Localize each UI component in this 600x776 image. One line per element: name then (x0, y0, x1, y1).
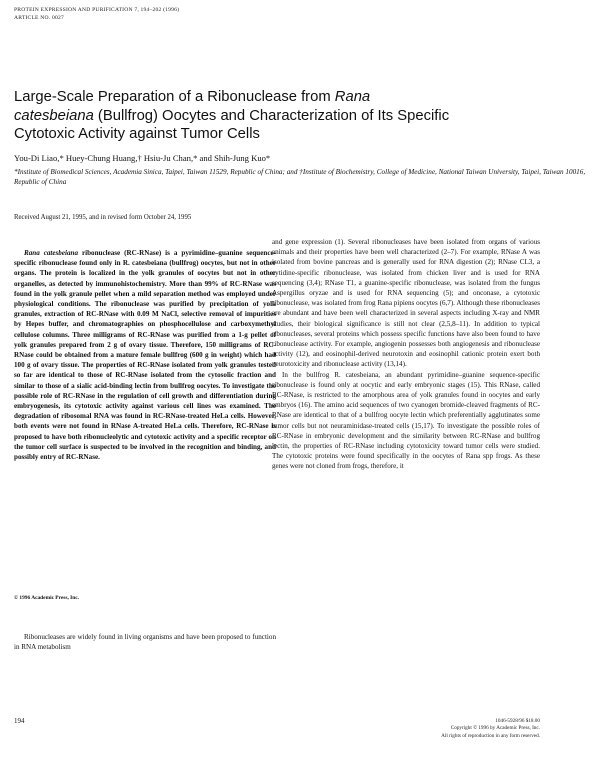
abstract (14, 248, 276, 462)
abstract-text: ribonuclease (RC-RNase) is a pyrimidine–guanine sequence-specific ribonuclease found only in R. catesbeiana (bullfrog) oocytes, but not in other organs. The protein is localized in the yolk granules of oocytes but not in other organelles, as detected by immunohistochemistry. More than 99% of RC-RNase was found in the yolk granule pellet when a mild separation method was employed under physiological conditions. The ribonuclease was purified by precipitation of yolk granules, extraction of RC-RNase with 0.09 M NaCl, selective removal of impurities by Hepes buffer, and chromatographies on phosphocellulose and carboxymethyl cellulose columns. Three milligrams of RC-RNase was purified from a 1-g pellet of yolk granules prepared from 2 g of ovary tissue. Therefore, 150 milligrams of RC-RNase could be obtained from a mature female bullfrog (600 g in weight) which had 100 g of ovary tissue. The properties of RC-RNase isolated from yolk granules tested so far are identical to those of RC-RNase isolated from the cytosolic fraction and similar to those of a sialic acid-binding lectin from bullfrog oocytes. To investigate the possible role of RC-RNase in the regulation of cell growth and differentiation during embryogenesis, its cytotoxic activity against various cell lines was examined. The degradation of ribosomal RNA was found in RC-RNase-treated HeLa cells. However, both events were not found in RNase A-treated HeLa cells. Therefore, RC-RNase is proposed to have both ribonucleolytic and cytotoxic activity and a specific receptor on the tumor cell surface is suspected to be involved in the recognition and binding, and possibly entry of RC-RNase. (14, 249, 276, 462)
received-date: Received August 21, 1995, and in revised form October 24, 1995 (14, 214, 192, 221)
running-header-journal: PROTEIN EXPRESSION AND PURIFICATION 7, 194–202 (1996) (14, 7, 180, 13)
copyright-line: © 1996 Academic Press, Inc. (14, 595, 80, 601)
running-header-article-no: ARTICLE NO. 0027 (14, 15, 64, 21)
title-part2: (Bullfrog) Oocytes and Characterization of Its Specific Cytotoxic Activity against Tumor Cells (14, 107, 450, 142)
page-number: 194 (14, 717, 25, 725)
title-italic: Rana catesbeiana (14, 89, 371, 124)
footer-rights: All rights of reproduction in any form reserved. (441, 732, 540, 739)
right-column (272, 237, 540, 472)
authors: You-Di Liao,* Huey-Chung Huang,† Hsiu-Ju Chan,* and Shih-Jung Kuo* (14, 153, 271, 163)
footer-issn: 1046-5928/96 $18.00 (495, 718, 540, 724)
abstract-lead: Rana catesbeiana (24, 249, 79, 257)
title-part1: Large-Scale Preparation of a Ribonuclease from (14, 89, 335, 105)
footer-copyright: Copyright © 1996 by Academic Press, Inc. (450, 725, 540, 732)
affiliations: *Institute of Biomedical Sciences, Academia Sinica, Taipei, Taiwan 11529, Republic of China; and †Institute of Biochemistry, College of Medicine, National Taiwan University, Taipei, Taiwan 10016, Republic of China (14, 168, 586, 186)
right-para-1: and gene expression (1). Several ribonucleases have been isolated from organs of various animals and their properties have been well characterized (2–7). For example, RNase A was isolated from bovine pancreas and is generally used for RNA digestion (2); RNase CL3, a cytidine-specific ribonuclease, was isolated from chicken liver and is used for RNA sequencing (3,4); RNase T1, a guanine-specific ribonuclease, was isolated from the fungus Aspergillus oryzae and is used for RNA sequencing (5); and onconase, a cytotoxic ribonuclease, was isolated from frog Rana pipiens oocytes (6,7). Although these ribonucleases are abundant and have been well characterized in several aspects including X-ray and NMR studies, their biological significance is still not clear (2,5,8–11). In addition to typical ribonucleases, several proteins which possess specific functions have also been found to have ribonuclease activity. For example, angiogenin possesses both angiogenesis and ribonuclease activity (12), and eosinophil-derived neurotoxin and eosinophil cationic protein exert both neurotoxicity and ribonuclease activity (13,14). (272, 238, 540, 369)
right-para-2: In the bullfrog R. catesbeiana, an abundant pyrimidine–guanine sequence-specific ribonuclease is found only at oocytic and early embryonic stages (15). This RNase, called RC-RNase, is restricted to the amorphous area of yolk granules found in oocytes and early embryos (16). The amino acid sequences of two cyanogen bromide-cleaved fragments of RC-RNase are identical to that of a bullfrog oocyte lectin which preferentially agglutinates some tumor cells but not neuraminidase-treated cells (15,17). To investigate the possible roles of RC-RNase in embryonic development and the similarity between RC-RNase and bullfrog lectin, the properties of RC-RNase including cytotoxicity toward tumor cells were studied. The cytotoxic proteins were found specifically in the oocytes of Rana spp frogs. As these genes were not cloned from frogs, therefore, it (272, 370, 540, 471)
intro-paragraph (14, 632, 276, 652)
page-title (14, 88, 454, 144)
footer-block (440, 718, 540, 740)
intro-text: Ribonucleases are widely found in living organisms and have been proposed to function in RNA metabolism (14, 633, 276, 652)
